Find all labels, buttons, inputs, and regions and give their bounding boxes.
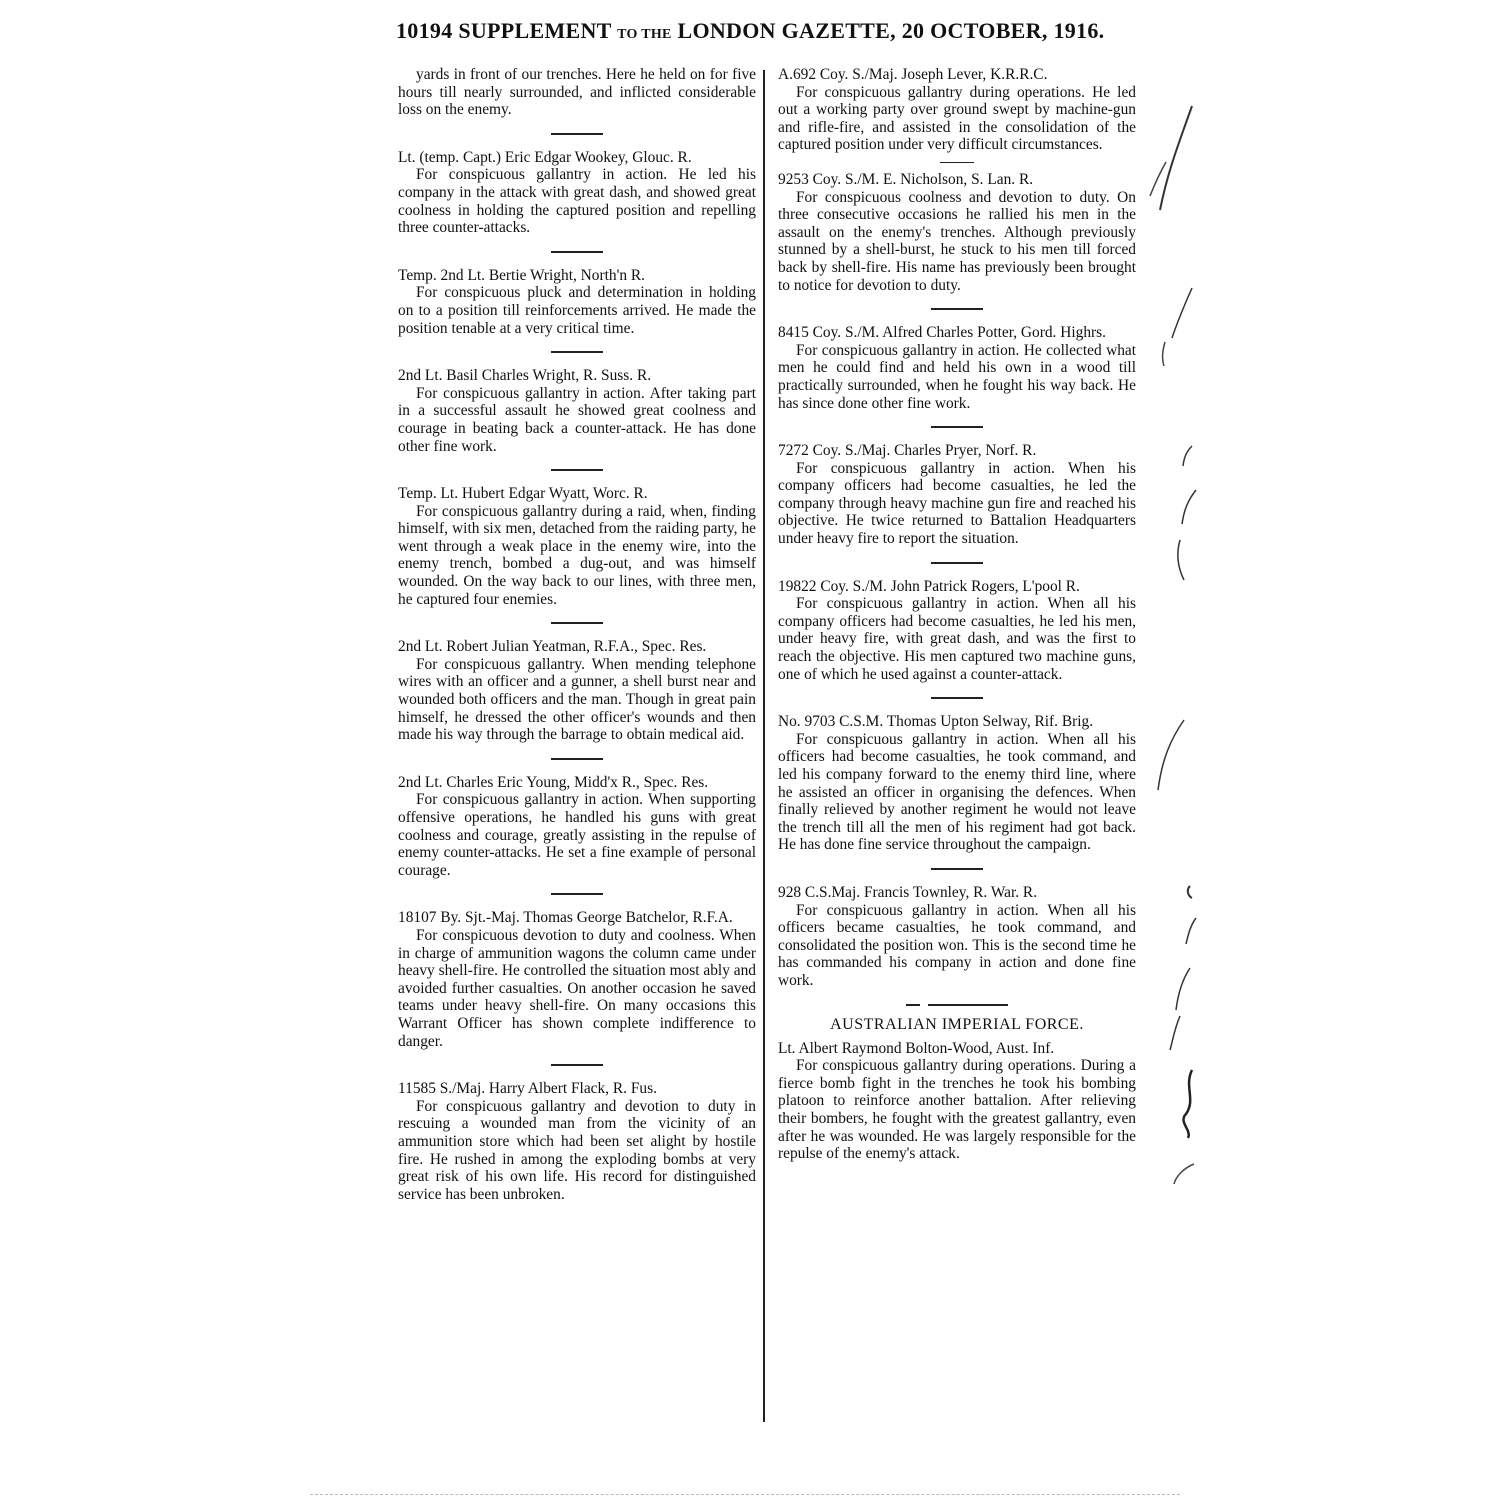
award-recipient: 8415 Coy. S./M. Alfred Charles Potter, Gord. Highrs. [778, 324, 1106, 342]
award-citation: For conspicuous coolness and devotion to duty. On three consecutive occasions he rallied his men in the assault on the enemy's trenches. Although previously stunned by a shell-burst, he stuck to his men till forced back by shell-fire. His name has previously been brought to notice for devotion to duty. [778, 188, 1136, 294]
header-title-small: TO THE [617, 27, 672, 42]
award-entry [398, 66, 756, 119]
award-entry [398, 638, 756, 744]
award-citation: For conspicuous gallantry during a raid, when, finding himself, with six men, detached from the raiding party, he went through a weak place in the enemy wire, into the enemy trench, bombed a dug-out, and was himself wounded. On the way back to our lines, with three men, he captured four enemies. [398, 502, 756, 608]
left-column [398, 66, 756, 1203]
entry-separator [551, 469, 603, 471]
award-recipient: 11585 S./Maj. Harry Albert Flack, R. Fus. [398, 1080, 657, 1098]
award-recipient: Lt. (temp. Capt.) Eric Edgar Wookey, Glouc. R. [398, 148, 692, 166]
pencil-mark [1183, 1070, 1192, 1138]
scan-artifact-line [310, 1494, 1180, 1497]
page-number: 10194 [396, 18, 453, 43]
award-entry [398, 267, 756, 337]
award-citation: For conspicuous gallantry in action. When all his officers became casualties, he took command, and consolidated the position won. This is the second time he has commanded his company in action and done fine work. [778, 901, 1136, 989]
award-entry [778, 884, 1136, 990]
award-entry [398, 149, 756, 237]
pencil-mark [1163, 342, 1165, 366]
award-recipient: 2nd Lt. Basil Charles Wright, R. Suss. R. [398, 367, 652, 385]
pencil-mark [1176, 968, 1190, 1010]
award-citation: For conspicuous gallantry and devotion to duty in rescuing a wounded man from the vicinity of an ammunition store which had been set alight by hostile fire. He rushed in among the exploding bombs at very great risk of his own life. His record for distinguished service has been unbroken. [398, 1097, 756, 1203]
award-entry [778, 1040, 1136, 1163]
pencil-mark [1178, 540, 1184, 580]
header-title-start: SUPPLEMENT [458, 18, 612, 43]
award-recipient: Lt. Albert Raymond Bolton-Wood, Aust. Inf. [778, 1039, 1055, 1057]
award-entry [778, 66, 1136, 154]
award-citation: For conspicuous gallantry in action. After taking part in a successful assault he showed great coolness and courage in beating back a counter-attack. He has done other fine work. [398, 384, 756, 455]
pencil-mark [1172, 288, 1192, 338]
header-title-end: LONDON GAZETTE, 20 OCTOBER, 1916. [677, 18, 1105, 43]
award-recipient: 2nd Lt. Robert Julian Yeatman, R.F.A., Spec. Res. [398, 638, 707, 656]
award-recipient: 2nd Lt. Charles Eric Young, Midd'x R., Spec. Res. [398, 773, 709, 791]
award-citation: For conspicuous devotion to duty and coolness. When in charge of ammunition wagons the column came under heavy shell-fire. He controlled the situation most ably and avoided further casualties. On another occasion he saved teams under heavy shell-fire. On many occasions this Warrant Officer has shown complete indifference to danger. [398, 926, 756, 1050]
pencil-mark [1150, 162, 1166, 196]
award-entry [398, 485, 756, 608]
award-citation: For conspicuous gallantry during operations. He led out a working party over ground swept by machine-gun and rifle-fire, and assisted in the consolidation of the captured position under very difficult circumstances. [778, 83, 1136, 154]
award-recipient: 9253 Coy. S./M. E. Nicholson, S. Lan. R. [778, 170, 1034, 188]
award-recipient: 928 C.S.Maj. Francis Townley, R. War. R. [778, 883, 1038, 901]
award-recipient: 7272 Coy. S./Maj. Charles Pryer, Norf. R. [778, 442, 1037, 460]
section-separator [778, 1004, 1136, 1006]
entry-separator [551, 758, 603, 760]
section-separator-line [928, 1004, 1008, 1006]
entry-separator [940, 162, 974, 163]
award-citation: yards in front of our trenches. Here he held on for five hours till nearly surrounded, and inflicted considerable loss on the enemy. [398, 66, 756, 119]
award-citation: For conspicuous gallantry in action. He led his company in the attack with great dash, and showed great coolness in holding the captured position and repelling three counter-attacks. [398, 166, 756, 237]
right-column [778, 66, 1136, 1163]
award-entry [778, 713, 1136, 854]
award-citation: For conspicuous gallantry in action. He collected what men he could find and held his own in a wood till practically surrounded, when he fought his way back. He has since done other fine work. [778, 341, 1136, 412]
section-separator-dash [906, 1004, 920, 1006]
entry-separator [551, 1064, 603, 1066]
award-recipient: 18107 By. Sjt.-Maj. Thomas George Batchelor, R.F.A. [398, 909, 733, 927]
pencil-mark [1182, 490, 1196, 524]
award-recipient: 19822 Coy. S./M. John Patrick Rogers, L'pool R. [778, 577, 1080, 595]
award-citation: For conspicuous pluck and determination in holding on to a position till reinforcements arrived. He made the position tenable at a very critical time. [398, 284, 756, 337]
award-entry [778, 171, 1136, 294]
entry-separator [551, 351, 603, 353]
award-entry [398, 1080, 756, 1203]
pencil-mark [1174, 1164, 1194, 1184]
award-recipient: No. 9703 C.S.M. Thomas Upton Selway, Rif. Brig. [778, 713, 1094, 731]
entry-separator [931, 697, 983, 699]
section-heading: AUSTRALIAN IMPERIAL FORCE. [830, 1015, 1084, 1033]
award-entry [398, 367, 756, 455]
entry-separator [551, 622, 603, 624]
award-entry [778, 578, 1136, 684]
entry-separator [551, 133, 603, 135]
award-recipient: Temp. 2nd Lt. Bertie Wright, North'n R. [398, 266, 646, 284]
award-citation: For conspicuous gallantry in action. When all his company officers had become casualties, he led his men, under heavy fire, with great dash, and was the first to reach the objective. His men captured two machine guns, one of which he used against a counter-attack. [778, 595, 1136, 683]
pencil-mark [1188, 886, 1192, 898]
award-citation: For conspicuous gallantry in action. When his company officers had become casualties, he led the company through heavy machine gun fire and reached his objective. He twice returned to Battalion Headquarters under heavy fire to report the situation. [778, 459, 1136, 548]
entry-separator [931, 426, 983, 428]
entry-separator [551, 251, 603, 253]
pencil-mark [1160, 106, 1192, 210]
award-recipient: Temp. Lt. Hubert Edgar Wyatt, Worc. R. [398, 485, 648, 503]
pencil-mark [1186, 918, 1196, 944]
column-divider [763, 70, 765, 1422]
page-header [396, 18, 1136, 44]
pencil-mark [1158, 720, 1184, 790]
award-recipient: A.692 Coy. S./Maj. Joseph Lever, K.R.R.C. [778, 66, 1048, 83]
pencil-mark [1170, 1016, 1180, 1050]
pencil-mark [1183, 446, 1192, 466]
award-citation: For conspicuous gallantry during operations. During a fierce bomb fight in the trenches he took his bombing platoon to reinforce another battalion. After relieving their bombers, he fought with the greatest gallantry, even after he was wounded. He was largely responsible for the repulse of the enemy's attack. [778, 1057, 1136, 1163]
award-citation: For conspicuous gallantry. When mending telephone wires with an officer and a gunner, a shell burst near and wounded both officers and the man. Though in great pain himself, he dressed the other officer's wounds and then made his way through the barrage to obtain medical aid. [398, 655, 756, 744]
entry-separator [931, 308, 983, 310]
award-entry [398, 909, 756, 1050]
award-citation: For conspicuous gallantry in action. When supporting offensive operations, he handled his guns with great coolness and courage, greatly assisting in the repulse of enemy counter-attacks. He set a fine example of personal courage. [398, 791, 756, 879]
entry-separator [931, 868, 983, 870]
award-entry [778, 442, 1136, 548]
award-citation: For conspicuous gallantry in action. When all his officers had become casualties, he took command, and led his company forward to the enemy third line, where he assisted an officer in organising the defences. When finally relieved by another regiment he would not leave the trench till all the men of his regiment had got back. He has done fine service throughout the campaign. [778, 730, 1136, 854]
entry-separator [551, 893, 603, 895]
entry-separator [931, 562, 983, 564]
award-entry [778, 324, 1136, 412]
award-entry [398, 774, 756, 880]
